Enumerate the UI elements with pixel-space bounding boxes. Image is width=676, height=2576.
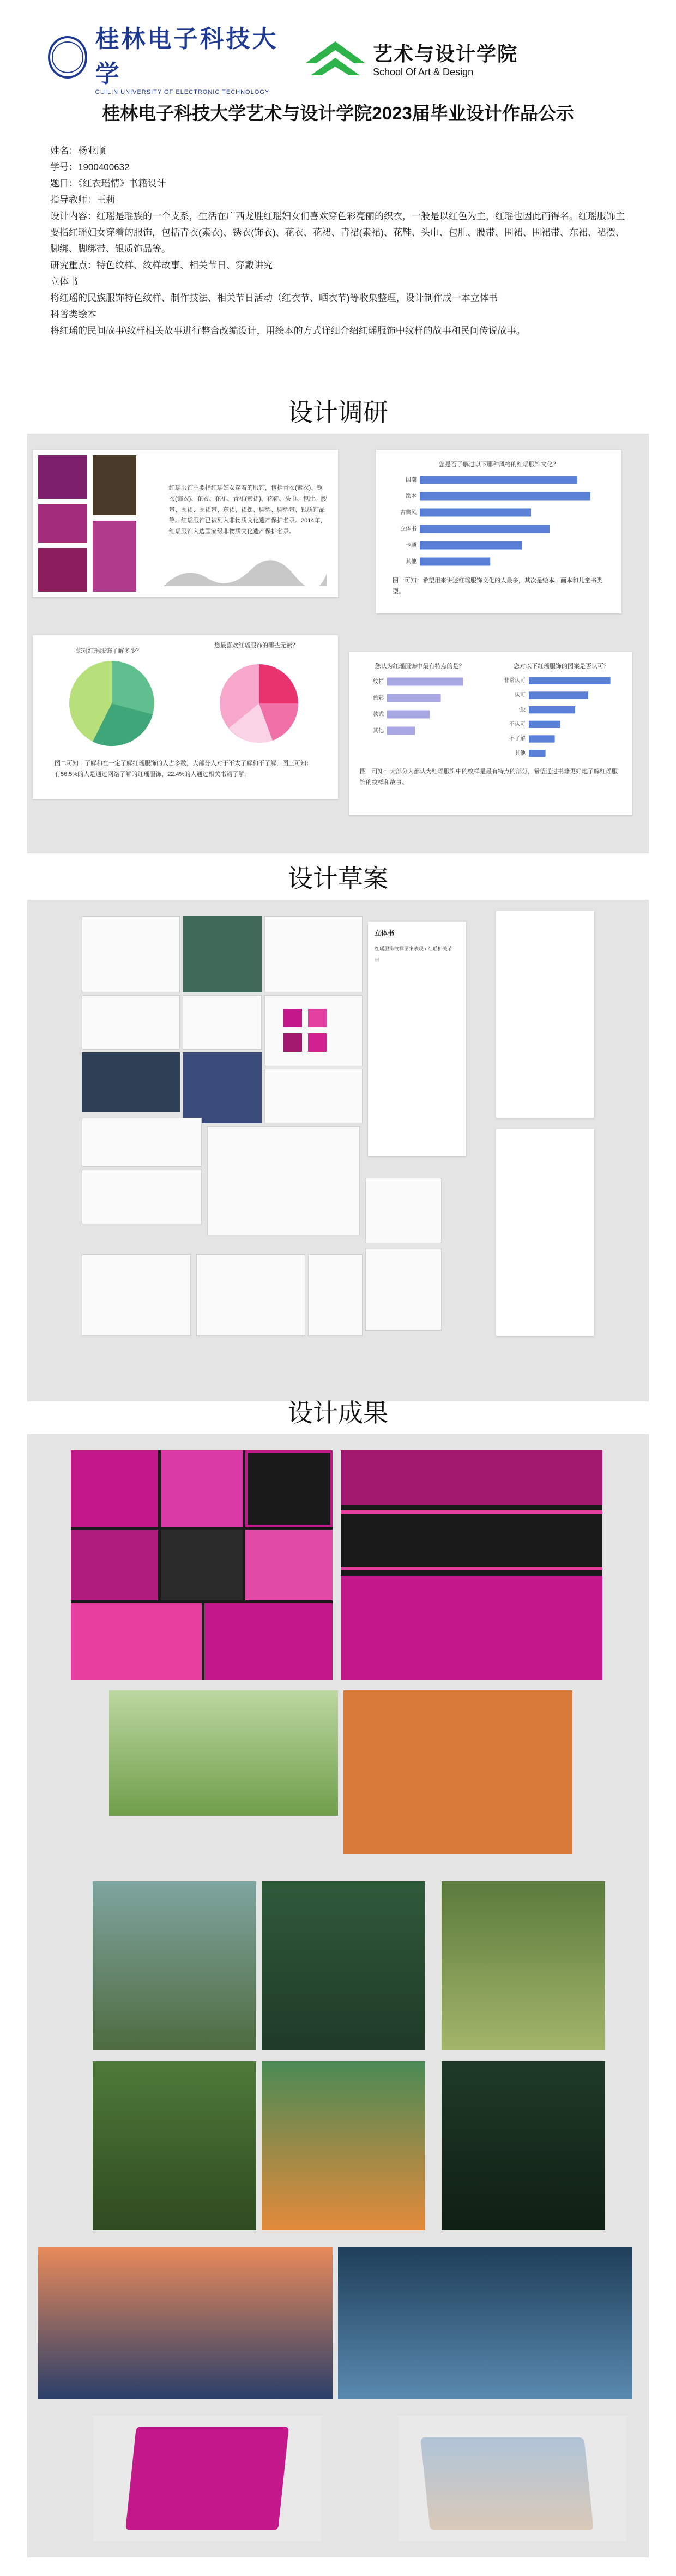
survey-q3b-title: 您对以下红瑶服饰的图案是否认可？ [514, 663, 609, 670]
doc-note: 红瑶服饰纹样图案表现 / 红瑶相关节日 [375, 946, 452, 962]
bar-label: 立体书 [400, 526, 417, 532]
survey-q2-note: 图二可知：了解和在一定了解红瑶服饰的人占多数，大部分人对于不太了解和不了解，图三可知：有56.5%的人是通过网络了解的红瑶服饰，22.4%的人通过相关书籍了解。 [55, 760, 312, 778]
bar-label: 款式 [373, 712, 384, 718]
college-name: 艺术与设计学院 [373, 43, 518, 65]
sketch-thumbnail [365, 1249, 442, 1331]
sketch-thumbnail [82, 916, 180, 992]
pattern-collage [341, 1450, 602, 1680]
bar [529, 721, 560, 728]
bar [387, 727, 415, 735]
bar [420, 558, 490, 566]
bar-label: 国潮 [406, 477, 417, 483]
college-name-en: School Of Art & Design [373, 67, 474, 77]
info-form: 立体书 [50, 276, 78, 287]
ink-mountain-decor [164, 553, 327, 586]
costume-photo [38, 455, 87, 499]
section-title-result: 设计成果 [288, 1399, 388, 1427]
illustration-scene [262, 1881, 425, 2050]
survey-q3a-chart [354, 673, 485, 739]
section-title-draft: 设计草案 [288, 864, 388, 893]
bar-label: 一般 [515, 707, 526, 713]
info-content: 设计内容：红瑶是瑶族的一个支系，生活在广西龙胜红瑶妇女们喜欢穿色彩亮丽的织衣，一般是以红色为主，红瑶也因此而得名。红瑶服饰主要指红瑶妇女穿着的服饰，包括青衣(素衣)、锈衣(饰衣)、花衣、花裙、青裙(素裙)、花鞋、头巾、包肚、腰带、围裙、围裙带、东裙、裙摆、脚绑、脚绑带、银质饰品等。 [50, 211, 625, 254]
bar [529, 706, 575, 713]
survey-q1-chart [387, 472, 611, 570]
info-focus: 研究重点：特色纹样、纹样故事、相关节日、穿戴讲究 [50, 260, 273, 270]
bar-label: 非常认可 [504, 678, 526, 684]
draft-panel [27, 900, 649, 1401]
bar [529, 677, 611, 684]
pattern-swatches [283, 1009, 354, 1063]
bar-label: 古典风 [400, 510, 417, 516]
bar [420, 509, 531, 517]
survey-q3a-title: 您认为红瑶服饰中最有特点的是？ [375, 663, 465, 670]
sketch-village [82, 1254, 191, 1336]
bar-label: 认可 [515, 692, 526, 699]
project-info [50, 143, 628, 339]
school-seal-icon [48, 36, 87, 79]
survey-pie-elements [196, 657, 322, 750]
college-logo [305, 34, 534, 83]
illustration-terraces [109, 1690, 338, 1816]
sketch-village [196, 1254, 305, 1336]
costume-photo [93, 455, 136, 515]
illustration-sunset-sea [38, 2247, 333, 2399]
sketch-thumbnail [183, 1052, 262, 1123]
bar-label: 色彩 [373, 695, 384, 701]
bar [387, 678, 463, 686]
bar [420, 492, 590, 501]
costume-photo [93, 521, 136, 592]
survey-pie-understanding [49, 657, 174, 750]
bar [420, 476, 577, 484]
research-card-survey3 [349, 652, 632, 815]
draft-doc-page [496, 1129, 594, 1336]
bar-label: 不认可 [509, 721, 526, 727]
draft-doc-page [496, 911, 594, 1118]
sketch-thumbnail [183, 916, 262, 992]
bar-label: 绘本 [406, 493, 417, 499]
school-name: 桂林电子科技大学 [95, 25, 279, 88]
costume-photo [38, 504, 87, 543]
survey-q1-title: 您是否了解过以下哪种风格的红瑶服饰文化？ [439, 461, 559, 468]
research-card-survey1 [376, 450, 621, 613]
school-name-en: GUILIN UNIVERSITY OF ELECTRONIC TECHNOLOGY [95, 89, 270, 95]
page-title: 桂林电子科技大学艺术与设计学院2023届毕业设计作品公示 [102, 103, 574, 123]
bar [387, 694, 441, 702]
sketch-tiger [264, 916, 363, 992]
survey-q3b-chart [496, 673, 627, 761]
bar-label: 其他 [406, 559, 417, 565]
sketch-river [207, 1126, 360, 1235]
sketch-thumbnail [183, 995, 262, 1050]
bar [529, 691, 588, 699]
bar [420, 541, 522, 550]
bar-label: 卡通 [406, 543, 417, 549]
info-name: 姓名：杨业顺 [50, 146, 106, 156]
illustration-scene [442, 2061, 605, 2230]
illustration-scene [442, 1881, 605, 2050]
draft-doc-page [368, 922, 466, 1156]
sketch-thumbnail [264, 1069, 363, 1123]
sketch-thumbnail [82, 1170, 202, 1224]
section-title-research: 设计调研 [288, 398, 388, 426]
illustration-scene [262, 2061, 425, 2230]
research-card-survey2 [33, 635, 338, 799]
survey-q3-note: 图一可知：大部分人都认为红瑶服饰中的纹样是最有特点的部分，希望通过书籍更好地了解红瑶服饰的纹样和故事。 [360, 768, 618, 786]
bar-label: 其他 [515, 750, 526, 757]
school-logo [48, 25, 288, 95]
research-panel [27, 434, 649, 853]
bar [420, 525, 550, 533]
illustration-scene [93, 2061, 256, 2230]
info-line3: 将红瑶的民间故事\纹样相关故事进行整合改编设计，用绘本的方式详细介绍红瑶服饰中纹样的故事和民间传说故事。 [50, 326, 526, 336]
result-panel [27, 1434, 649, 2557]
illustration-scene [93, 1881, 256, 2050]
sketch-thumbnail [82, 1118, 202, 1167]
sketch-thumbnail [308, 1254, 363, 1336]
illustration-storm-sea [338, 2247, 632, 2399]
info-line2: 科普类绘本 [50, 309, 96, 320]
info-student-id: 学号：1900400632 [50, 162, 130, 172]
info-topic: 题目：《红衣瑶情》书籍设计 [50, 178, 166, 189]
book-mockup [398, 2416, 627, 2541]
bar [529, 750, 546, 757]
sketch-thumbnail [82, 1052, 180, 1112]
bar-label: 其他 [373, 728, 384, 734]
info-advisor: 指导教师：王莉 [50, 195, 115, 205]
book-mockup [93, 2416, 322, 2541]
bar [529, 735, 555, 742]
survey-q2a-title: 您对红瑶服饰了解多少？ [76, 648, 142, 654]
research-intro-text: 红瑶服饰主要指红瑶妇女穿着的服饰，包括青衣(素衣)、锈衣(饰衣)、花衣、花裙、青裙(素裙)、花鞋、头巾、包肚、腰带、围裙、围裙带、东裙、裙摆、脚绑、脚绑带、银质饰品等。红瑶服饰已被列入非物质文化遗产保护名录。2014年，红瑶服饰入选国家级非物质文化遗产保护名录。 [169, 485, 327, 535]
college-mark-icon [305, 41, 365, 75]
illustration-costume [343, 1690, 572, 1854]
costume-photo [38, 548, 87, 592]
info-line1: 将红瑶的民族服饰特色纹样、制作技法、相关节日活动（红衣节、晒衣节)等收集整理，设计制作成一本立体书 [50, 293, 498, 303]
pattern-collage [71, 1450, 333, 1680]
survey-q2b-title: 您最喜欢红瑶服饰的哪些元素？ [214, 642, 298, 649]
bar-label: 纹样 [373, 679, 384, 685]
sketch-thumbnail [365, 1178, 442, 1243]
doc-title: 立体书 [375, 929, 395, 937]
survey-q1-note: 图一可知：希望用来讲述红瑶服饰文化的人最多，其次是绘本、画本和儿童书类型。 [393, 577, 602, 595]
research-card-intro [33, 450, 338, 597]
bar [387, 711, 430, 719]
bar-label: 不了解 [509, 736, 526, 742]
sketch-thumbnail [82, 995, 180, 1050]
